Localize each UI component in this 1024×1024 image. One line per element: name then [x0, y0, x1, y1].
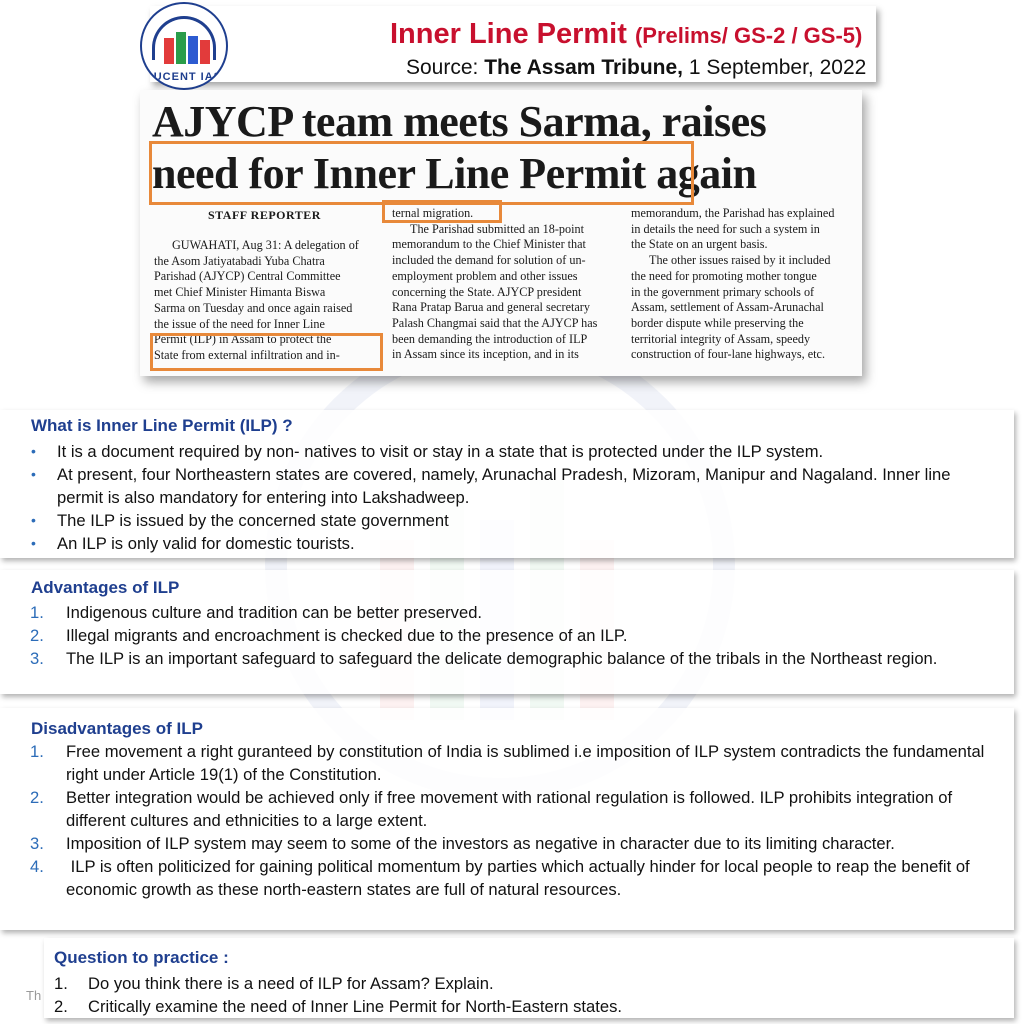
source-line	[406, 56, 866, 80]
section-disadvantages	[0, 708, 1014, 930]
byline: STAFF REPORTER	[208, 208, 321, 222]
article-column-2: ternal migration. The Parishad submitted an 18-point memorandum to the Chief Minister that included the demand for solution of un- employment problem and other issues concerning the State. AJYCP president Rana Pratap Barua and general secretary Palash Changmai said that the AJYCP has been demanding the introduction of ILP in Assam since its inception, and in its	[392, 206, 598, 362]
section-title: Advantages of ILP	[31, 578, 180, 597]
header-banner	[150, 6, 876, 82]
list-item: 3. Imposition of ILP system may seem to some of the investors as negative in character due to its limiting character.	[30, 834, 895, 853]
list-item: 4. ILP is often politicized for gaining political momentum by parties which actually hinder for local people to reap the benefit of economic growth as these north-eastern states are full of natural resources.	[30, 857, 975, 899]
headline-line-1: AJYCP team meets Sarma, raises	[152, 97, 767, 146]
list-item: • An ILP is only valid for domestic tourists.	[31, 534, 355, 553]
section-title: What is Inner Line Permit (ILP) ?	[31, 416, 293, 435]
source-label: Source:	[406, 56, 479, 79]
list-item: 3. The ILP is an important safeguard to safeguard the delicate demographic balance of the tribals in the Northeast region.	[30, 649, 938, 668]
section-practice-questions	[44, 938, 1014, 1018]
list-item: 1. Free movement a right guranteed by constitution of India is sublimed i.e imposition of ILP system contradicts the fundamental right under Article 19(1) of the Constitution.	[30, 742, 985, 784]
newspaper-clipping	[140, 90, 862, 376]
headline-line-2: need for Inner Line Permit again	[152, 149, 757, 198]
list-item: 1. Do you think there is a need of ILP for Assam? Explain.	[54, 974, 494, 993]
source-date: 1 September, 2022	[688, 56, 867, 79]
list-item: 2. Better integration would be achieved only if free movement with rational regulation is followed. ILP prohibits integration of different cultures and ethnicities to a large extent.	[30, 788, 953, 830]
list-item: • It is a document required by non- natives to visit or stay in a state that is protected under the ILP system.	[31, 442, 824, 461]
logo-text: LUCENT IAS	[146, 71, 222, 83]
highlight-box-headline	[149, 141, 694, 205]
article-column-1: GUWAHATI, Aug 31: A delegation of the Asom Jatiyatabadi Yuba Chatra Parishad (AJYCP) Central Committee met Chief Minister Himanta Biswa Sarma on Tuesday and once again raised the issue of the need for Inner Line Permit (ILP) in Assam to protect the State from external infiltration and in-	[154, 238, 359, 362]
section-title: Disadvantages of ILP	[31, 719, 203, 738]
highlight-box-migration	[382, 200, 502, 223]
page-title: Inner Line Permit (Prelims/ GS-2 / GS-5)	[390, 18, 863, 50]
article-column-3: memorandum, the Parishad has explained in details the need for such a system in the State on an urgent basis. The other issues raised by it included the need for promoting mother tongue in the government primary schools of Assam, settlement of Assam-Arunachal border dispute while preserving the territorial integrity of Assam, speedy construction of four-lane highways, etc.	[631, 206, 835, 362]
section-title: Question to practice :	[54, 948, 229, 967]
list-item: • At present, four Northeastern states are covered, namely, Arunachal Pradesh, Mizoram, Manipur and Nagaland. Inner line permit is also mandatory for entering into Lakshadweep.	[31, 465, 951, 507]
list-item: 2. Critically examine the need of Inner Line Permit for North-Eastern states.	[54, 997, 623, 1016]
list-item: • The ILP is issued by the concerned state government	[31, 511, 449, 530]
section-what-is-ilp	[0, 410, 1014, 558]
source-name: The Assam Tribune,	[484, 56, 683, 79]
faded-text: Th	[26, 988, 42, 1003]
list-item: 2. Illegal migrants and encroachment is checked due to the presence of an ILP.	[30, 626, 628, 645]
section-advantages	[0, 570, 1014, 694]
list-item: 1. Indigenous culture and tradition can be better preserved.	[30, 603, 483, 622]
lucent-ias-logo	[140, 2, 228, 90]
highlight-box-ilp	[150, 333, 383, 371]
title-tags: (Prelims/ GS-2 / GS-5)	[634, 23, 863, 48]
